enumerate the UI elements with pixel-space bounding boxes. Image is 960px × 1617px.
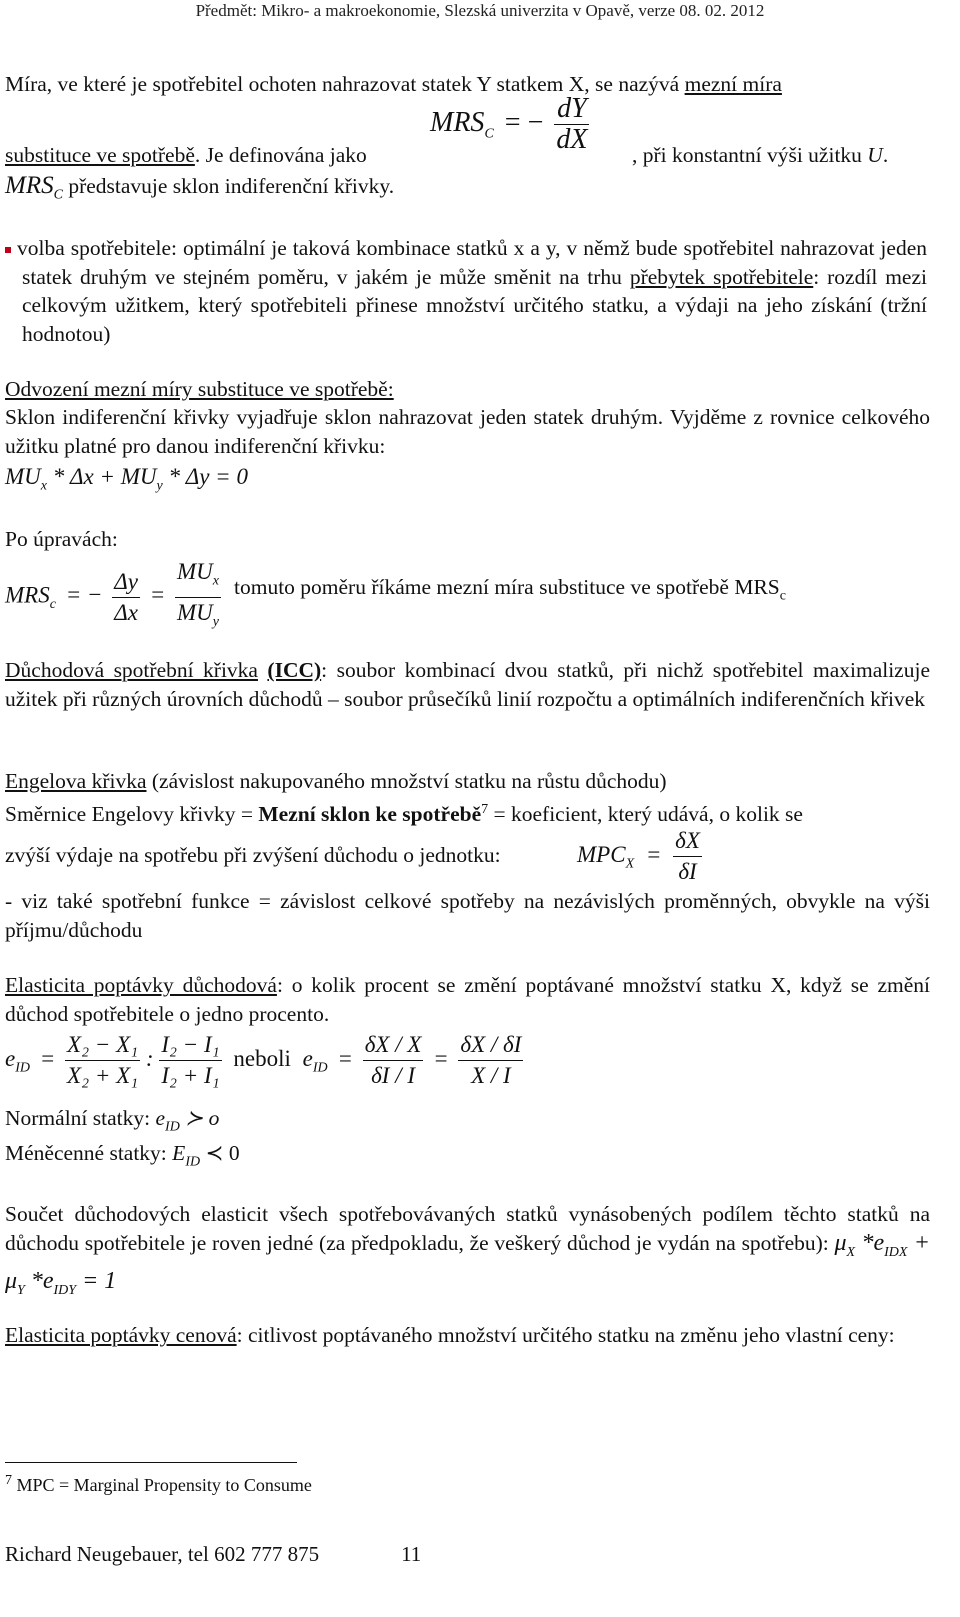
- mrs-ratio-explanation: tomuto poměru říkáme mezní míra substituce ve spotřebě $MRS_c$: [234, 575, 786, 604]
- mrs-slope-line: $MRS_C$ představuje sklon indiferenční křivky.: [5, 172, 395, 203]
- mrs-ratio-formula: $MRS_c$ = − $\frac{\Delta y}{\Delta x}$ = $\frac{MU_x}{MU_y}$: [5, 559, 219, 630]
- icc-paragraph: Důchodová spotřební křivka (ICC): soubor kombinací dvou statků, při nichž spotřebitel maximalizuje užitek při různých úrovních důchodů – soubor průsečíků linií rozpočtu a optimálních indiferenčních křivek: [5, 658, 930, 711]
- mpc-formula: $MPC_X$ = $\frac{\delta X}{\delta I}$: [577, 828, 700, 884]
- page-footer: Richard Neugebauer, tel 602 777 875 11: [5, 1542, 422, 1566]
- sum-of-elasticities-paragraph: Součet důchodových elasticit všech spotřebovávaných statků vynásobených podílem těchto statků na důchodu spotřebitele je roven jedné (za předpokladu, že veškerý důchod je vydán na spotřebu): $\mu_X$ $*e_{IDX} + \mu_Y$ $*e_{IDY} = 1$: [5, 1202, 930, 1298]
- footnote-rule: [5, 1462, 297, 1463]
- price-elasticity-paragraph: Elasticita poptávky cenová: citlivost poptávaného množství určitého statku na změnu jeho vlastní ceny:: [5, 1323, 895, 1347]
- footnote: $^7$ MPC = Marginal Propensity to Consume: [5, 1473, 312, 1495]
- inferior-goods-line: Méněcenné statky: $E_{ID}$ ≺ 0: [5, 1141, 240, 1170]
- mrs-definition-line-2: substituce ve spotřebě. Je definována jako: [5, 143, 367, 167]
- engel-mpc-line: zvýší výdaje na spotřebu při zvýšení důchodu o jednotku:: [5, 843, 501, 867]
- consumption-function-note: - viz také spotřební funkce = závislost celkové spotřeby na nezávislých proměnných, obvykle na výši příjmu/důchodu: [5, 889, 930, 942]
- mrs-definition-condition: , při konstantní výši užitku U.: [632, 143, 889, 167]
- after-adjustments-label: Po úpravách:: [5, 527, 118, 551]
- engel-title: Engelova křivka (závislost nakupovaného množství statku na růstu důchodu): [5, 769, 667, 793]
- page-header: Předmět: Mikro- a makroekonomie, Slezská univerzita v Opavě, verze 08. 02. 2012: [195, 1, 765, 20]
- mrs-definition-line-1: Míra, ve které je spotřebitel ochoten nahrazovat statek Y statkem X, se nazývá mezní míra: [5, 72, 782, 96]
- income-elasticity-paragraph: Elasticita poptávky důchodová: o kolik procent se změní poptávané množství statku X, když se změní důchod spotřebitele o jedno procento.: [5, 973, 930, 1026]
- consumer-choice-bullet: volba spotřebitele: optimální je taková kombinace statků x a y, v němž bude spotřebitel nahrazovat jeden statek druhým ve stejném poměru, v jakém je může směnit na trhu přebytek spotřebitele: rozdíl mezi celkovým užitkem, který spotřebiteli přinese množství určitého statku, a výdaji na jeho získání (tržní hodnotou): [5, 234, 927, 348]
- bullet-icon: [5, 247, 11, 253]
- derivation-text: Sklon indiferenční křivky vyjadřuje sklon nahrazovat jeden statek druhým. Vyjděme z rovnice celkového užitku platné pro danou indiferenční křivku:: [5, 405, 930, 458]
- engel-slope-line: Směrnice Engelovy křivky = Mezní sklon ke spotřebě$^7$ = koeficient, který udává, o kolik se: [5, 802, 803, 827]
- utility-equation: $MU_x * \Delta x + MU_y * \Delta y = 0$: [5, 464, 248, 494]
- income-elasticity-formula: $e_{ID}$ = $\frac{\text{X₂ − X₁}}{\text{X₂ + X₁}}$ : $\frac{\text{I₂ − I₁}}{\text{I₂ + I₁}}$ neboli $e_{ID}$ = $\frac{\delta X / X}{\delta I / I}$ = $\frac{\delta X / \delta I}{X / I}$: [5, 1032, 522, 1088]
- derivation-title: Odvození mezní míry substituce ve spotřebě:: [5, 377, 394, 401]
- normal-goods-line: Normální statky: $e_{ID}$ ≻ o: [5, 1106, 220, 1135]
- mrs-definition-formula: $MRS_C$ = − $\frac{dY}{dX}$: [430, 93, 588, 155]
- page-number: 11: [401, 1542, 422, 1566]
